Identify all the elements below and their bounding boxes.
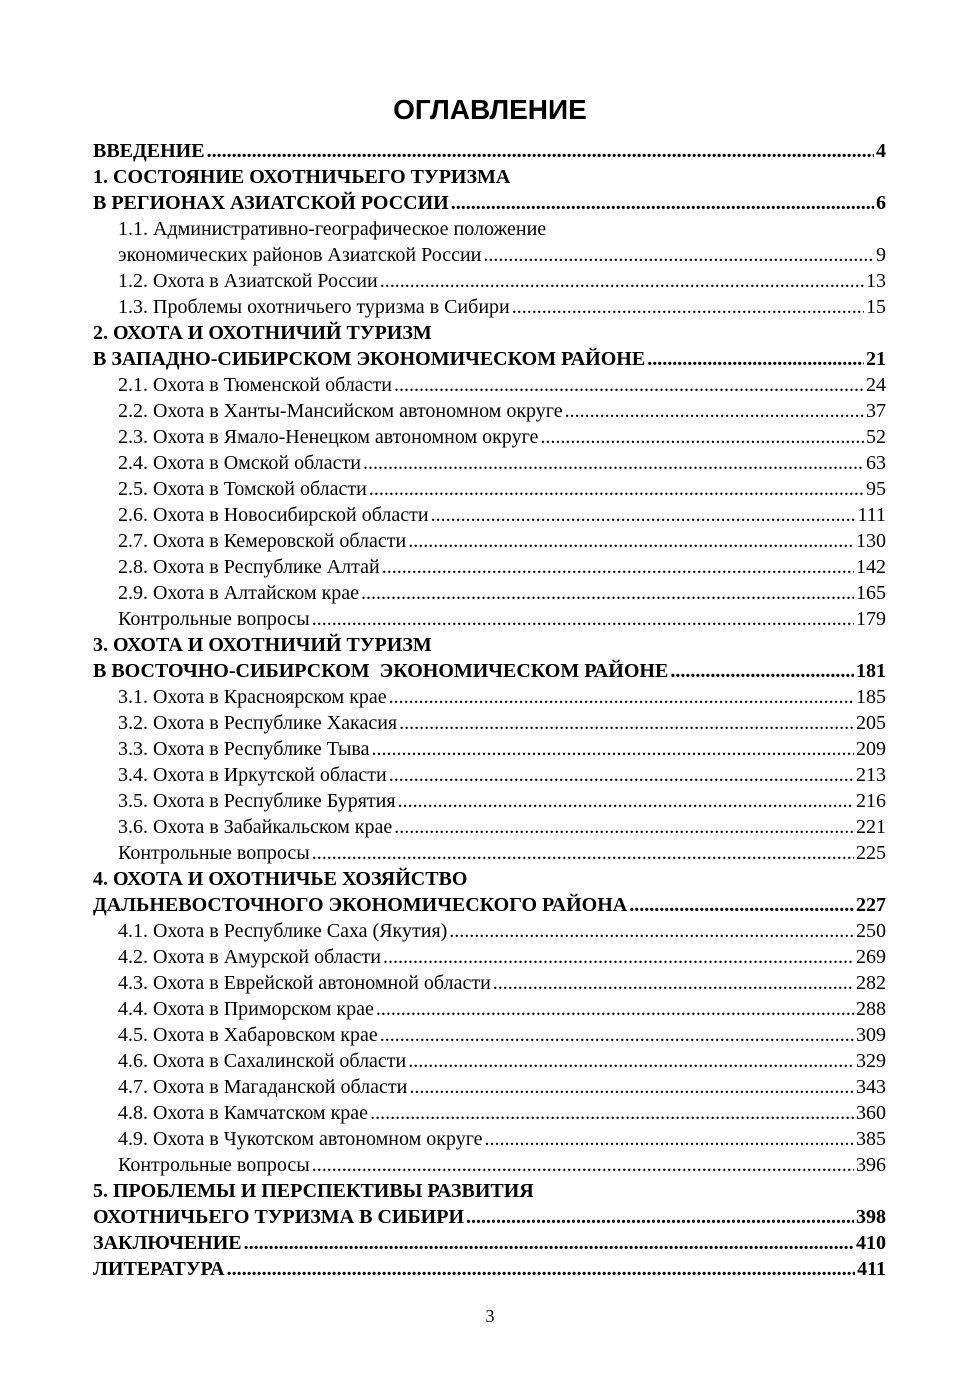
toc-leader-dots [394, 372, 864, 398]
toc-entry-title: 1. СОСТОЯНИЕ ОХОТНИЧЬЕГО ТУРИЗМА [93, 166, 511, 188]
toc-page-number: 165 [856, 582, 886, 604]
toc-entry [93, 346, 886, 372]
toc-entry [93, 1204, 886, 1230]
toc-heading [93, 164, 886, 190]
toc-entry [93, 918, 886, 944]
toc-leader-dots [399, 710, 854, 736]
toc-entry-title: 2.8. Охота в Республике Алтай [118, 556, 380, 578]
toc-entry [93, 1022, 886, 1048]
toc-entry-title: 1.1. Административно-географическое положение [118, 218, 547, 240]
toc-page-number: 398 [856, 1206, 886, 1228]
toc-entry-title: ДАЛЬНЕВОСТОЧНОГО ЭКОНОМИЧЕСКОГО РАЙОНА [93, 894, 628, 916]
toc-entry [93, 268, 886, 294]
toc-page-number: 209 [856, 738, 886, 760]
toc-entry [93, 970, 886, 996]
toc-entry [93, 840, 886, 866]
toc-leader-dots [670, 658, 854, 684]
toc-entry [93, 710, 886, 736]
toc-leader-dots [207, 138, 874, 164]
toc-entry [93, 1074, 886, 1100]
toc-entry-title: 1.3. Проблемы охотничьего туризма в Сибири [118, 296, 510, 318]
toc-entry-title: 4.6. Охота в Сахалинской области [118, 1050, 407, 1072]
toc-entry [93, 1230, 886, 1256]
toc-entry [93, 554, 886, 580]
toc-entry [93, 138, 886, 164]
toc-page-number: 227 [856, 894, 886, 916]
toc-leader-dots [312, 840, 854, 866]
toc-leader-dots [512, 294, 864, 320]
toc-leader-dots [389, 684, 854, 710]
toc-page-number: 282 [856, 972, 886, 994]
toc-page-number: 411 [857, 1258, 886, 1280]
toc-leader-dots [629, 892, 854, 918]
toc-leader-dots [451, 190, 874, 216]
toc-page-number: 205 [856, 712, 886, 734]
toc-page-number: 288 [856, 998, 886, 1020]
toc-entry [93, 398, 886, 424]
toc-leader-dots [244, 1230, 854, 1256]
toc-entry-title: 1.2. Охота в Азиатской России [118, 270, 378, 292]
toc-entry-title: ВВЕДЕНИЕ [93, 140, 205, 162]
toc-entry-title: ОХОТНИЧЬЕГО ТУРИЗМА В СИБИРИ [93, 1206, 465, 1228]
toc-leader-dots [466, 1204, 854, 1230]
toc-page-number: 185 [856, 686, 886, 708]
toc-leader-dots [409, 1074, 854, 1100]
toc-page-number: 6 [876, 192, 886, 214]
toc-leader-dots [227, 1256, 855, 1282]
toc-leader-dots [394, 814, 854, 840]
toc-heading [93, 216, 886, 242]
toc-page-number: 179 [856, 608, 886, 630]
toc-heading [93, 320, 886, 346]
toc-page-number: 360 [856, 1102, 886, 1124]
toc-entry [93, 190, 886, 216]
toc-page-number: 21 [866, 348, 886, 370]
toc-entry [93, 476, 886, 502]
toc-leader-dots [398, 788, 854, 814]
toc-page-number: 216 [856, 790, 886, 812]
toc-entry-title: 5. ПРОБЛЕМЫ И ПЕРСПЕКТИВЫ РАЗВИТИЯ [93, 1180, 534, 1202]
toc-entry [93, 606, 886, 632]
toc-entry-title: 2.5. Охота в Томской области [118, 478, 367, 500]
toc-page-number: 309 [856, 1024, 886, 1046]
toc-heading [93, 632, 886, 658]
toc-entry-title: 4.9. Охота в Чукотском автономном округе [118, 1128, 483, 1150]
toc-entry-title: 4.2. Охота в Амурской области [118, 946, 381, 968]
toc-leader-dots [408, 528, 854, 554]
toc-page-number: 95 [866, 478, 886, 500]
toc-leader-dots [485, 1126, 854, 1152]
toc-entry-title: 2.4. Охота в Омской области [118, 452, 361, 474]
toc-entry-title: ЗАКЛЮЧЕНИЕ [93, 1232, 242, 1254]
toc-entry-title: 3.3. Охота в Республике Тыва [118, 738, 370, 760]
toc-entry-title: Контрольные вопросы [118, 1154, 310, 1176]
toc-page-number: 385 [856, 1128, 886, 1150]
toc-entry [93, 944, 886, 970]
toc-entry [93, 372, 886, 398]
toc-page-number: 181 [856, 660, 886, 682]
toc-page-number: 111 [857, 504, 886, 526]
toc-entry-title: 2. ОХОТА И ОХОТНИЧИЙ ТУРИЗМ [93, 322, 432, 344]
toc-entry [93, 788, 886, 814]
toc-page-number: 213 [856, 764, 886, 786]
toc-leader-dots [380, 1022, 854, 1048]
toc-leader-dots [382, 554, 854, 580]
toc-entry-title: 3.2. Охота в Республике Хакасия [118, 712, 398, 734]
toc-leader-dots [371, 736, 854, 762]
toc-entry [93, 450, 886, 476]
toc-page-number: 130 [856, 530, 886, 552]
toc-entry [93, 1048, 886, 1074]
toc-entry-title: 2.3. Охота в Ямало-Ненецком автономном округе [118, 426, 539, 448]
toc-page-number: 13 [866, 270, 886, 292]
toc-entry-title: 4.7. Охота в Магаданской области [118, 1076, 408, 1098]
toc-entry-title: 3.4. Охота в Иркутской области [118, 764, 387, 786]
toc-entry-title: 4.1. Охота в Республике Саха (Якутия) [118, 920, 448, 942]
toc-entry [93, 294, 886, 320]
toc-entry-title: 3.5. Охота в Республике Бурятия [118, 790, 396, 812]
toc-leader-dots [647, 346, 864, 372]
toc-entry [93, 684, 886, 710]
toc-leader-dots [312, 1152, 854, 1178]
toc-leader-dots [361, 580, 854, 606]
toc-entry-title: В РЕГИОНАХ АЗИАТСКОЙ РОССИИ [93, 192, 449, 214]
toc-heading [93, 866, 886, 892]
toc-entry-title: ЛИТЕРАТУРА [93, 1258, 225, 1280]
toc-entry-title: 3.6. Охота в Забайкальском крае [118, 816, 393, 838]
toc-page-number: 396 [856, 1154, 886, 1176]
toc-entry-title: 2.7. Охота в Кемеровской области [118, 530, 407, 552]
toc-leader-dots [369, 476, 864, 502]
toc-entry-title: 3. ОХОТА И ОХОТНИЧИЙ ТУРИЗМ [93, 634, 432, 656]
toc-entry-title: 2.2. Охота в Ханты-Мансийском автономном округе [118, 400, 563, 422]
toc-page-number: 343 [856, 1076, 886, 1098]
toc-entry [93, 1100, 886, 1126]
toc-page-number: 142 [856, 556, 886, 578]
toc-entry-title: Контрольные вопросы [118, 842, 310, 864]
toc-entry [93, 242, 886, 268]
toc-entry-title: 4.4. Охота в Приморском крае [118, 998, 374, 1020]
toc-page-number: 9 [876, 244, 886, 266]
toc-page-number: 63 [866, 452, 886, 474]
toc-leader-dots [493, 970, 854, 996]
toc-leader-dots [380, 268, 864, 294]
toc-leader-dots [449, 918, 854, 944]
toc-leader-dots [540, 424, 864, 450]
toc-page-number: 24 [866, 374, 886, 396]
toc-leader-dots [408, 1048, 854, 1074]
toc-page-number: 250 [856, 920, 886, 942]
toc-page-number: 329 [856, 1050, 886, 1072]
table-of-contents [93, 138, 886, 1282]
toc-entry [93, 814, 886, 840]
toc-entry-title: В ВОСТОЧНО-СИБИРСКОМ ЭКОНОМИЧЕСКОМ РАЙОНЕ [93, 660, 669, 682]
toc-page-number: 37 [866, 400, 886, 422]
toc-leader-dots [312, 606, 854, 632]
toc-entry-title: экономических районов Азиатской России [118, 244, 482, 266]
toc-entry [93, 528, 886, 554]
page-number: 3 [485, 1306, 495, 1326]
toc-heading [93, 1178, 886, 1204]
toc-entry [93, 658, 886, 684]
toc-entry-title: В ЗАПАДНО-СИБИРСКОМ ЭКОНОМИЧЕСКОМ РАЙОНЕ [93, 348, 646, 370]
toc-entry [93, 424, 886, 450]
toc-leader-dots [363, 450, 864, 476]
toc-entry-title: 2.9. Охота в Алтайском крае [118, 582, 360, 604]
toc-page-number: 221 [856, 816, 886, 838]
toc-entry-title: 2.6. Охота в Новосибирской области [118, 504, 429, 526]
toc-page-number: 269 [856, 946, 886, 968]
toc-leader-dots [483, 242, 874, 268]
toc-entry [93, 1256, 886, 1282]
toc-leader-dots [370, 1100, 854, 1126]
toc-leader-dots [431, 502, 856, 528]
toc-entry [93, 892, 886, 918]
toc-page-number: 410 [856, 1232, 886, 1254]
toc-page-number: 225 [856, 842, 886, 864]
toc-entry [93, 996, 886, 1022]
toc-entry [93, 1126, 886, 1152]
toc-entry-title: 4. ОХОТА И ОХОТНИЧЬЕ ХОЗЯЙСТВО [93, 868, 468, 890]
toc-leader-dots [389, 762, 854, 788]
toc-entry-title: 3.1. Охота в Красноярском крае [118, 686, 387, 708]
toc-page-number: 52 [866, 426, 886, 448]
toc-entry-title: Контрольные вопросы [118, 608, 310, 630]
toc-entry-title: 4.3. Охота в Еврейской автономной области [118, 972, 491, 994]
toc-leader-dots [376, 996, 854, 1022]
toc-entry-title: 4.8. Охота в Камчатском крае [118, 1102, 369, 1124]
toc-entry [93, 580, 886, 606]
toc-leader-dots [565, 398, 864, 424]
toc-entry-title: 2.1. Охота в Тюменской области [118, 374, 392, 396]
page-title: ОГЛАВЛЕНИЕ [393, 94, 587, 125]
toc-entry-title: 4.5. Охота в Хабаровском крае [118, 1024, 378, 1046]
toc-leader-dots [383, 944, 854, 970]
toc-entry [93, 502, 886, 528]
toc-entry [93, 736, 886, 762]
toc-entry [93, 1152, 886, 1178]
toc-entry [93, 762, 886, 788]
toc-page-number: 4 [876, 140, 886, 162]
toc-page-number: 15 [866, 296, 886, 318]
